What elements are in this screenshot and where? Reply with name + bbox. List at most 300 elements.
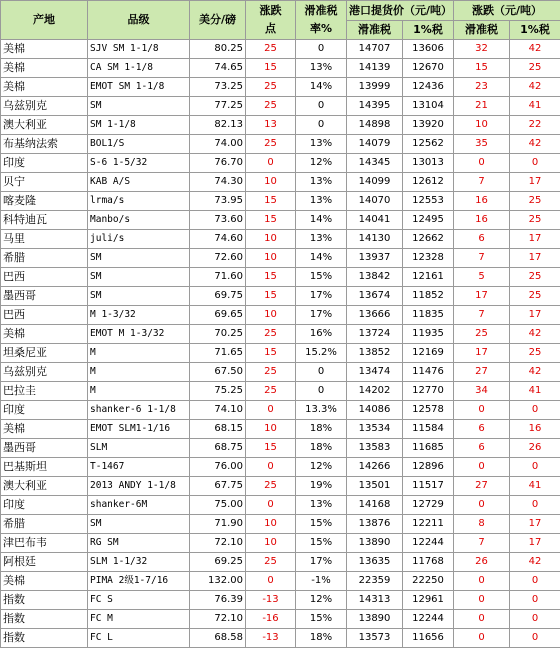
table-row [1, 116, 560, 135]
cell-origin: 贝宁 [1, 173, 88, 192]
cell-slide-price: 13666 [347, 306, 403, 325]
cell-tax: 15.2% [296, 344, 347, 363]
cell-grade: SLM [88, 439, 190, 458]
cell-tax: 14% [296, 78, 347, 97]
cell-origin: 布基纳法索 [1, 135, 88, 154]
cell-grade: CA SM 1-1/8 [88, 59, 190, 78]
cell-change: 10 [246, 515, 296, 534]
table-row [1, 534, 560, 553]
cell-price: 68.58 [190, 629, 246, 648]
table-row [1, 59, 560, 78]
cell-origin: 津巴布韦 [1, 534, 88, 553]
cell-grade: shanker-6 1-1/8 [88, 401, 190, 420]
cell-price: 69.25 [190, 553, 246, 572]
cell-slide-price: 14168 [347, 496, 403, 515]
cell-1pct-price: 11517 [403, 477, 454, 496]
cell-change: 10 [246, 230, 296, 249]
cell-price: 68.15 [190, 420, 246, 439]
cell-change-1pct: 0 [510, 496, 560, 515]
header-port-1pct: 1%税 [403, 21, 454, 40]
cell-1pct-price: 11476 [403, 363, 454, 382]
cell-change-1pct: 25 [510, 59, 560, 78]
cell-slide-price: 13583 [347, 439, 403, 458]
cell-origin: 科特迪瓦 [1, 211, 88, 230]
cell-origin: 墨西哥 [1, 287, 88, 306]
cell-tax: 13% [296, 173, 347, 192]
cell-change-slide: 5 [454, 268, 510, 287]
cell-grade: FC L [88, 629, 190, 648]
table-row [1, 230, 560, 249]
cell-price: 74.30 [190, 173, 246, 192]
cell-origin: 印度 [1, 401, 88, 420]
cell-change: 15 [246, 287, 296, 306]
cell-origin: 坦桑尼亚 [1, 344, 88, 363]
cell-price: 82.13 [190, 116, 246, 135]
cell-origin: 马里 [1, 230, 88, 249]
cell-change-1pct: 16 [510, 420, 560, 439]
table-row [1, 439, 560, 458]
cell-slide-price: 13635 [347, 553, 403, 572]
header-price: 美分/磅 [190, 1, 246, 40]
cell-grade: Manbo/s [88, 211, 190, 230]
cell-1pct-price: 12161 [403, 268, 454, 287]
cell-tax: 18% [296, 629, 347, 648]
cell-change: 10 [246, 173, 296, 192]
header-port-price: 港口提货价（元/吨） [347, 1, 454, 21]
cell-change-1pct: 0 [510, 458, 560, 477]
header-change-group: 涨跌（元/吨） [454, 1, 560, 21]
cell-price: 69.75 [190, 287, 246, 306]
cell-tax: 17% [296, 553, 347, 572]
table-row [1, 515, 560, 534]
cell-grade: KAB A/S [88, 173, 190, 192]
cell-origin: 乌兹别克 [1, 363, 88, 382]
cell-change: 10 [246, 420, 296, 439]
cell-slide-price: 14099 [347, 173, 403, 192]
cell-change: 15 [246, 192, 296, 211]
cell-grade: EMOT SLM1-1/16 [88, 420, 190, 439]
cell-grade: SM [88, 287, 190, 306]
cell-change: 0 [246, 572, 296, 591]
cell-change-slide: 23 [454, 78, 510, 97]
cell-change-slide: 32 [454, 40, 510, 59]
cell-price: 132.00 [190, 572, 246, 591]
cell-grade: FC M [88, 610, 190, 629]
cell-origin: 指数 [1, 591, 88, 610]
cell-change-slide: 27 [454, 477, 510, 496]
cell-origin: 美棉 [1, 325, 88, 344]
cell-change: 0 [246, 401, 296, 420]
cell-slide-price: 14070 [347, 192, 403, 211]
cell-change-1pct: 22 [510, 116, 560, 135]
table-row [1, 97, 560, 116]
cell-1pct-price: 12670 [403, 59, 454, 78]
cell-1pct-price: 11685 [403, 439, 454, 458]
cell-change: 25 [246, 382, 296, 401]
cell-tax: 13% [296, 135, 347, 154]
cell-origin: 美棉 [1, 59, 88, 78]
cell-grade: M [88, 363, 190, 382]
cell-price: 75.00 [190, 496, 246, 515]
cell-origin: 乌兹别克 [1, 97, 88, 116]
cell-tax: -1% [296, 572, 347, 591]
cell-tax: 14% [296, 249, 347, 268]
table-row [1, 382, 560, 401]
cell-grade: S-6 1-5/32 [88, 154, 190, 173]
cell-slide-price: 13474 [347, 363, 403, 382]
cell-change-1pct: 17 [510, 534, 560, 553]
table-row [1, 154, 560, 173]
cell-price: 72.10 [190, 534, 246, 553]
header-chg-slide: 滑准税 [454, 21, 510, 40]
cell-slide-price: 13674 [347, 287, 403, 306]
table-row [1, 458, 560, 477]
cell-change: 15 [246, 439, 296, 458]
cell-slide-price: 14313 [347, 591, 403, 610]
cell-1pct-price: 12729 [403, 496, 454, 515]
cell-origin: 巴拉圭 [1, 382, 88, 401]
cell-change: 25 [246, 477, 296, 496]
cell-slide-price: 14345 [347, 154, 403, 173]
cell-change: 0 [246, 458, 296, 477]
cell-change-1pct: 0 [510, 610, 560, 629]
cell-change-slide: 7 [454, 173, 510, 192]
cell-origin: 美棉 [1, 40, 88, 59]
cell-grade: BOL1/S [88, 135, 190, 154]
cell-grade: SM [88, 97, 190, 116]
cell-change-slide: 0 [454, 591, 510, 610]
cell-origin: 巴西 [1, 306, 88, 325]
cell-slide-price: 13573 [347, 629, 403, 648]
cell-slide-price: 13842 [347, 268, 403, 287]
cell-1pct-price: 11584 [403, 420, 454, 439]
cell-1pct-price: 11935 [403, 325, 454, 344]
cell-change-1pct: 17 [510, 306, 560, 325]
cell-change-slide: 0 [454, 154, 510, 173]
cell-change-1pct: 0 [510, 629, 560, 648]
cell-price: 69.65 [190, 306, 246, 325]
cell-change: 0 [246, 496, 296, 515]
cell-origin: 阿根廷 [1, 553, 88, 572]
cell-grade: SJV SM 1-1/8 [88, 40, 190, 59]
cell-grade: M [88, 382, 190, 401]
cell-change-slide: 15 [454, 59, 510, 78]
cell-change: 25 [246, 78, 296, 97]
cell-change-slide: 21 [454, 97, 510, 116]
cell-origin: 指数 [1, 629, 88, 648]
header-change-top: 涨跌 [248, 2, 293, 20]
cell-change-1pct: 41 [510, 477, 560, 496]
cell-change-1pct: 0 [510, 401, 560, 420]
cell-slide-price: 22359 [347, 572, 403, 591]
cell-change-slide: 7 [454, 534, 510, 553]
header-change-bottom: 点 [248, 20, 293, 38]
table-row [1, 211, 560, 230]
table-row [1, 192, 560, 211]
cell-change-1pct: 42 [510, 78, 560, 97]
cell-slide-price: 13999 [347, 78, 403, 97]
cell-tax: 0 [296, 382, 347, 401]
cell-change-slide: 6 [454, 230, 510, 249]
cell-origin: 巴西 [1, 268, 88, 287]
cell-1pct-price: 13104 [403, 97, 454, 116]
cell-price: 67.50 [190, 363, 246, 382]
cell-tax: 13.3% [296, 401, 347, 420]
cell-tax: 17% [296, 306, 347, 325]
cell-change: 25 [246, 553, 296, 572]
cell-origin: 澳大利亚 [1, 477, 88, 496]
cell-change-slide: 8 [454, 515, 510, 534]
table-row [1, 553, 560, 572]
cell-tax: 0 [296, 40, 347, 59]
header-port-slide: 滑准税 [347, 21, 403, 40]
cell-tax: 12% [296, 591, 347, 610]
cell-change: -13 [246, 629, 296, 648]
cell-price: 76.00 [190, 458, 246, 477]
cell-tax: 13% [296, 496, 347, 515]
cell-tax: 15% [296, 268, 347, 287]
cell-price: 72.10 [190, 610, 246, 629]
cell-1pct-price: 13606 [403, 40, 454, 59]
cell-slide-price: 13534 [347, 420, 403, 439]
cell-change: 25 [246, 40, 296, 59]
cell-price: 71.65 [190, 344, 246, 363]
cell-change-1pct: 25 [510, 287, 560, 306]
cell-grade: T-1467 [88, 458, 190, 477]
cell-change-1pct: 42 [510, 40, 560, 59]
table-row [1, 477, 560, 496]
table-row [1, 287, 560, 306]
cell-grade: SM [88, 515, 190, 534]
cell-1pct-price: 12328 [403, 249, 454, 268]
cell-price: 68.75 [190, 439, 246, 458]
cell-1pct-price: 12169 [403, 344, 454, 363]
table-row [1, 496, 560, 515]
cell-slide-price: 14139 [347, 59, 403, 78]
cell-price: 74.60 [190, 230, 246, 249]
cell-change-1pct: 42 [510, 135, 560, 154]
cell-change: 13 [246, 116, 296, 135]
cell-origin: 美棉 [1, 78, 88, 97]
cell-slide-price: 14266 [347, 458, 403, 477]
table-row [1, 268, 560, 287]
cell-origin: 希腊 [1, 249, 88, 268]
cell-change-1pct: 41 [510, 97, 560, 116]
cell-grade: EMOT SM 1-1/8 [88, 78, 190, 97]
cell-change-1pct: 25 [510, 211, 560, 230]
cell-origin: 美棉 [1, 420, 88, 439]
cell-change-slide: 6 [454, 439, 510, 458]
cell-price: 76.39 [190, 591, 246, 610]
cell-slide-price: 14041 [347, 211, 403, 230]
table-row [1, 401, 560, 420]
cell-change-slide: 26 [454, 553, 510, 572]
cell-1pct-price: 12770 [403, 382, 454, 401]
table-row [1, 572, 560, 591]
table-row [1, 249, 560, 268]
cell-grade: SM [88, 268, 190, 287]
cell-1pct-price: 12612 [403, 173, 454, 192]
cell-change: 15 [246, 268, 296, 287]
cell-slide-price: 14086 [347, 401, 403, 420]
cell-price: 75.25 [190, 382, 246, 401]
cell-1pct-price: 12562 [403, 135, 454, 154]
header-grade: 品级 [88, 1, 190, 40]
cell-change-slide: 25 [454, 325, 510, 344]
cell-origin: 澳大利亚 [1, 116, 88, 135]
cell-change-slide: 0 [454, 572, 510, 591]
cell-1pct-price: 12662 [403, 230, 454, 249]
cell-origin: 墨西哥 [1, 439, 88, 458]
cell-change-1pct: 17 [510, 249, 560, 268]
header-tax [296, 1, 347, 40]
cell-change-1pct: 17 [510, 515, 560, 534]
cell-1pct-price: 12553 [403, 192, 454, 211]
cell-change: 15 [246, 211, 296, 230]
cell-origin: 指数 [1, 610, 88, 629]
cell-change-1pct: 0 [510, 591, 560, 610]
cell-origin: 印度 [1, 496, 88, 515]
cell-price: 71.90 [190, 515, 246, 534]
cell-change-slide: 0 [454, 610, 510, 629]
cell-change-slide: 0 [454, 496, 510, 515]
cell-change-1pct: 26 [510, 439, 560, 458]
table-row [1, 40, 560, 59]
cell-slide-price: 14707 [347, 40, 403, 59]
cell-slide-price: 13890 [347, 534, 403, 553]
cell-change-slide: 17 [454, 287, 510, 306]
cell-grade: SM 1-1/8 [88, 116, 190, 135]
cell-1pct-price: 12244 [403, 610, 454, 629]
table-row [1, 344, 560, 363]
table-row [1, 363, 560, 382]
cell-tax: 15% [296, 534, 347, 553]
cell-change: 15 [246, 59, 296, 78]
cell-tax: 18% [296, 420, 347, 439]
cell-tax: 16% [296, 325, 347, 344]
cell-change-1pct: 42 [510, 553, 560, 572]
cell-change: 25 [246, 97, 296, 116]
cell-origin: 印度 [1, 154, 88, 173]
header-origin: 产地 [1, 1, 88, 40]
cell-tax: 15% [296, 610, 347, 629]
cell-1pct-price: 12495 [403, 211, 454, 230]
cell-slide-price: 13724 [347, 325, 403, 344]
cell-slide-price: 14079 [347, 135, 403, 154]
table-row [1, 325, 560, 344]
cell-tax: 12% [296, 458, 347, 477]
cell-tax: 15% [296, 515, 347, 534]
cell-1pct-price: 11656 [403, 629, 454, 648]
cell-tax: 13% [296, 230, 347, 249]
cell-slide-price: 14130 [347, 230, 403, 249]
cell-change-1pct: 25 [510, 344, 560, 363]
table-row [1, 173, 560, 192]
cell-origin: 巴基斯坦 [1, 458, 88, 477]
cell-slide-price: 13501 [347, 477, 403, 496]
cell-price: 71.60 [190, 268, 246, 287]
cell-change-slide: 6 [454, 420, 510, 439]
cell-change-slide: 0 [454, 629, 510, 648]
cell-change: 10 [246, 534, 296, 553]
cell-grade: lrma/s [88, 192, 190, 211]
cell-change-slide: 16 [454, 192, 510, 211]
header-tax-bottom: 率% [298, 20, 344, 38]
cell-tax: 18% [296, 439, 347, 458]
table-row [1, 306, 560, 325]
cell-change-slide: 7 [454, 306, 510, 325]
cell-price: 73.60 [190, 211, 246, 230]
cell-change-1pct: 25 [510, 192, 560, 211]
cell-tax: 12% [296, 154, 347, 173]
cell-change: 25 [246, 363, 296, 382]
cell-change-slide: 27 [454, 363, 510, 382]
cell-tax: 17% [296, 287, 347, 306]
cell-change: 0 [246, 154, 296, 173]
cell-price: 74.00 [190, 135, 246, 154]
header-change [246, 1, 296, 40]
header-chg-1pct: 1%税 [510, 21, 560, 40]
table-row [1, 629, 560, 648]
cell-change-slide: 0 [454, 458, 510, 477]
cell-grade: M 1-3/32 [88, 306, 190, 325]
table-row [1, 420, 560, 439]
cell-change-slide: 10 [454, 116, 510, 135]
cell-price: 70.25 [190, 325, 246, 344]
cell-slide-price: 14395 [347, 97, 403, 116]
table-body [1, 40, 560, 648]
cell-1pct-price: 12211 [403, 515, 454, 534]
cell-price: 67.75 [190, 477, 246, 496]
cell-price: 76.70 [190, 154, 246, 173]
cell-origin: 美棉 [1, 572, 88, 591]
cell-grade: SLM 1-1/32 [88, 553, 190, 572]
cell-grade: M [88, 344, 190, 363]
cell-1pct-price: 12961 [403, 591, 454, 610]
cell-tax: 0 [296, 97, 347, 116]
cell-slide-price: 13937 [347, 249, 403, 268]
cell-1pct-price: 12436 [403, 78, 454, 97]
cell-change-slide: 35 [454, 135, 510, 154]
cell-change: 10 [246, 306, 296, 325]
cell-price: 80.25 [190, 40, 246, 59]
cell-change-1pct: 42 [510, 325, 560, 344]
cell-origin: 希腊 [1, 515, 88, 534]
cell-price: 77.25 [190, 97, 246, 116]
cell-change: -16 [246, 610, 296, 629]
cell-slide-price: 13852 [347, 344, 403, 363]
cell-change-1pct: 41 [510, 382, 560, 401]
cell-change-slide: 16 [454, 211, 510, 230]
cell-tax: 13% [296, 59, 347, 78]
cell-price: 74.65 [190, 59, 246, 78]
cell-change: -13 [246, 591, 296, 610]
table-row [1, 135, 560, 154]
cell-change: 25 [246, 325, 296, 344]
cell-1pct-price: 22250 [403, 572, 454, 591]
cell-tax: 0 [296, 116, 347, 135]
cell-tax: 14% [296, 211, 347, 230]
cell-change-slide: 7 [454, 249, 510, 268]
cell-1pct-price: 13013 [403, 154, 454, 173]
cell-change: 25 [246, 135, 296, 154]
cell-slide-price: 14202 [347, 382, 403, 401]
cell-1pct-price: 12578 [403, 401, 454, 420]
cell-slide-price: 13876 [347, 515, 403, 534]
cell-1pct-price: 11835 [403, 306, 454, 325]
cell-origin: 喀麦隆 [1, 192, 88, 211]
cell-change: 15 [246, 344, 296, 363]
